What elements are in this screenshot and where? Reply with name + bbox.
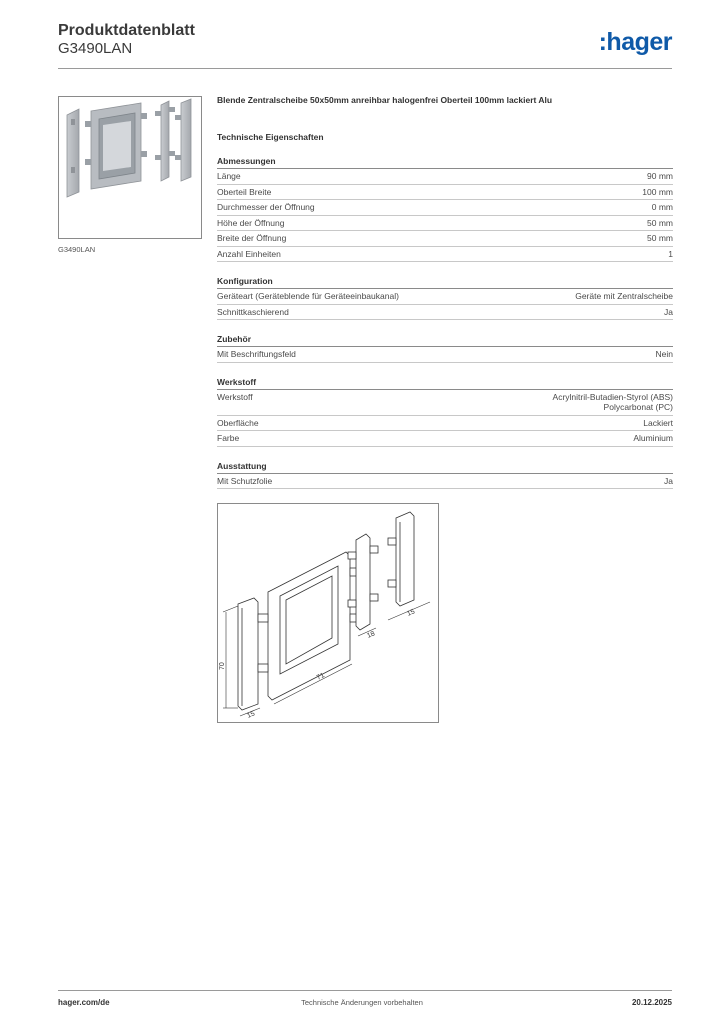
spec-value: 50 mm [647,233,673,243]
spec-label: Farbe [217,433,240,443]
product-code: G3490LAN [58,40,133,57]
spec-label: Länge [217,171,241,181]
spec-value: Ja [664,306,673,317]
spec-row [217,431,673,447]
spec-row [217,305,673,321]
exploded-drawing-icon [218,504,438,722]
spec-label: Mit Schutzfolie [217,475,273,486]
footer-website-link[interactable]: hager.com/de [58,998,110,1007]
product-photo-icon [59,97,201,238]
spec-label: Oberteil Breite [217,186,272,197]
spec-label: Breite der Öffnung [217,233,287,243]
spec-label: Werkstoff [217,391,253,402]
section-configuration [217,276,673,320]
spec-label: Schnittkaschierend [217,306,289,317]
spec-value: 0 mm [651,202,673,212]
spec-label: Oberfläche [217,417,259,428]
dim-height-label: 70 [219,662,226,670]
spec-row [217,216,673,232]
spec-value: 100 mm [642,186,673,197]
section-title: Zubehör [217,334,673,347]
spec-value-line: Polycarbonat (PC) [603,402,673,412]
spec-row [217,347,673,363]
section-dimensions [217,156,673,262]
spec-row [217,185,673,201]
spec-value: Aluminium [633,433,673,443]
product-image [58,96,202,239]
dim-middle-label: 18 [366,630,376,640]
spec-label: Mit Beschriftungsfeld [217,349,296,359]
spec-value: Lackiert [643,417,673,428]
specifications [217,95,673,521]
page-title: Produktdatenblatt [58,22,195,39]
spec-row [217,200,673,216]
footer-divider [58,990,672,991]
section-title: Ausstattung [217,461,673,474]
spec-value: 1 [668,248,673,259]
spec-label: Höhe der Öffnung [217,217,285,228]
spec-value: Ja [664,475,673,486]
tech-properties-title: Technische Eigenschaften [217,132,324,142]
spec-value-line: Acrylnitril-Butadien-Styrol (ABS) [552,391,673,402]
spec-value: Nein [655,349,673,359]
section-material [217,377,673,447]
section-equipment [217,461,673,490]
product-description: Blende Zentralscheibe 50x50mm anreihbar halogenfrei Oberteil 100mm lackiert Alu [217,95,553,105]
spec-row [217,231,673,247]
spec-row [217,474,673,490]
spec-row [217,416,673,432]
spec-value: Geräte mit Zentralscheibe [575,291,673,301]
section-title: Konfiguration [217,276,673,289]
spec-row [217,289,673,305]
spec-label: Anzahl Einheiten [217,248,281,259]
spec-value: 50 mm [647,217,673,228]
spec-value [553,392,673,413]
section-accessories [217,334,673,363]
header-divider [58,68,672,69]
spec-row [217,169,673,185]
spec-row [217,247,673,263]
dim-right-label: 15 [406,608,416,618]
technical-drawing [217,503,439,723]
spec-label: Geräteart (Geräteblende für Geräteeinbaukanal) [217,291,399,301]
spec-row [217,390,673,416]
footer-disclaimer: Technische Änderungen vorbehalten [301,998,423,1007]
dim-depth-label: 15 [246,710,256,720]
footer-date: 20.12.2025 [631,998,672,1007]
dim-width-label: 71 [315,672,326,682]
spec-label: Durchmesser der Öffnung [217,202,315,212]
section-title: Abmessungen [217,156,673,169]
spec-value: 90 mm [647,171,673,181]
hager-logo: :hager [598,28,672,56]
section-title: Werkstoff [217,377,673,390]
product-image-caption: G3490LAN [58,245,96,254]
